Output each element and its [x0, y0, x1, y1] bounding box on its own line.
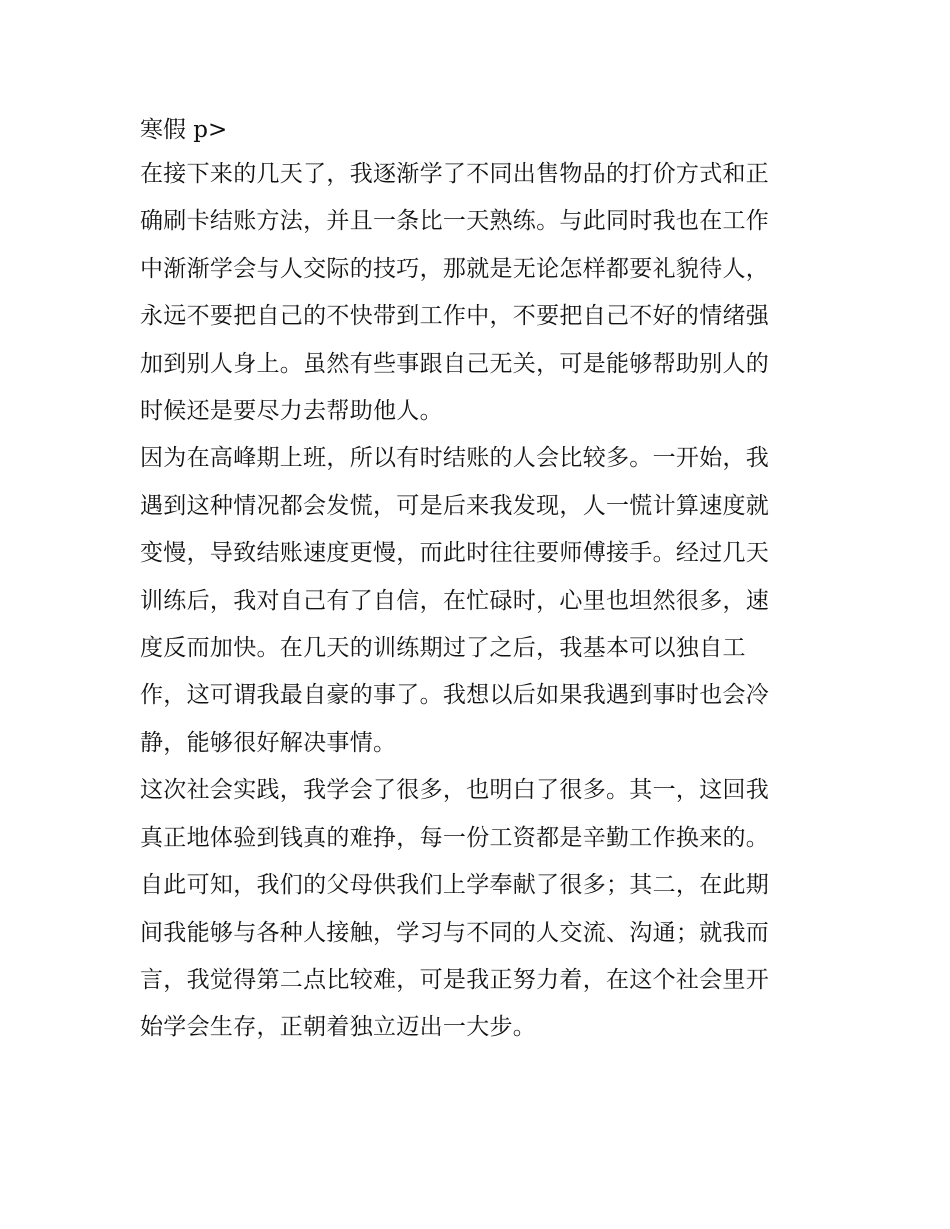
text-line: 作，这可谓我最自豪的事了。我想以后如果我遇到事时也会冷 — [140, 682, 770, 709]
text-line: 在接下来的几天了，我逐渐学了不同出售物品的打价方式和正 — [140, 161, 770, 187]
text-line: 训练后，我对自己有了自信，在忙碌时，心里也坦然很多，速 — [140, 587, 770, 614]
text-line: 遇到这种情况都会发慌，可是后来我发现，人一慌计算速度就 — [140, 492, 770, 519]
document-body — [140, 110, 816, 1052]
text-line: 自此可知，我们的父母供我们上学奉献了很多；其二，在此期 — [140, 872, 770, 899]
text-line: 静，能够很好解决事情。 — [140, 729, 397, 756]
text-line: 这次社会实践，我学会了很多，也明白了很多。其一，这回我 — [140, 777, 770, 804]
text-line: 加到别人身上。虽然有些事跟自己无关，可是能够帮助别人的 — [140, 350, 770, 377]
paragraph-1 — [140, 151, 816, 435]
text-line: 因为在高峰期上班，所以有时结账的人会比较多。一开始，我 — [140, 445, 770, 472]
paragraph-2 — [140, 435, 816, 767]
paragraph-3 — [140, 767, 816, 1051]
text-line: 始学会生存，正朝着独立迈出一大步。 — [140, 1014, 537, 1041]
text-line: 时候还是要尽力去帮助他人。 — [140, 398, 443, 425]
text-line: 真正地体验到钱真的难挣，每一份工资都是辛勤工作换来的。 — [140, 824, 770, 851]
text-line: 确刷卡结账方法，并且一条比一天熟练。与此同时我也在工作 — [140, 208, 770, 235]
text-line: 永远不要把自己的不快带到工作中，不要把自己不好的情绪强 — [140, 303, 770, 330]
document-heading: 寒假 p> — [140, 117, 228, 143]
text-line: 间我能够与各种人接触，学习与不同的人交流、沟通；就我而 — [140, 919, 770, 946]
text-line: 度反而加快。在几天的训练期过了之后，我基本可以独自工 — [140, 635, 746, 662]
text-line: 变慢，导致结账速度更慢，而此时往往要师傅接手。经过几天 — [140, 540, 770, 567]
text-line: 中渐渐学会与人交际的技巧，那就是无论怎样都要礼貌待人， — [140, 255, 770, 282]
text-line: 言，我觉得第二点比较难，可是我正努力着，在这个社会里开 — [140, 966, 770, 993]
